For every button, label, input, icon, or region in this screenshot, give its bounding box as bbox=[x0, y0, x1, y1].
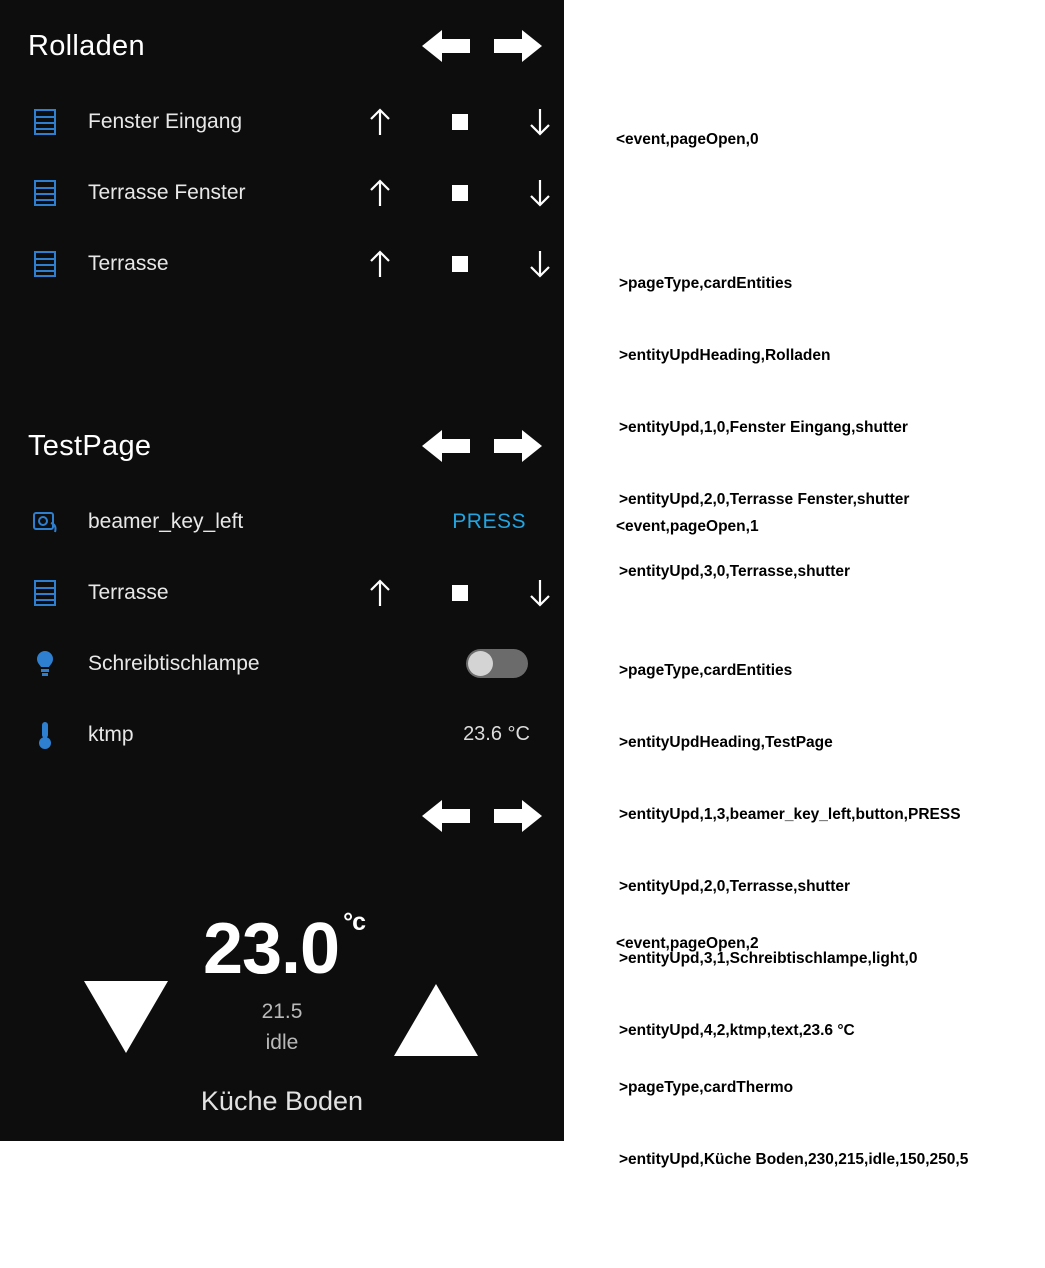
current-temperature-value: 23.0 bbox=[202, 909, 340, 989]
list-item-label: Terrasse bbox=[88, 580, 169, 604]
log-line: >entityUpdHeading,Rolladen bbox=[619, 347, 831, 364]
temperature-unit: °c bbox=[343, 908, 366, 936]
list-item bbox=[0, 86, 564, 157]
device-screen bbox=[0, 0, 564, 1141]
light-toggle[interactable] bbox=[466, 649, 528, 678]
log-block bbox=[616, 884, 968, 1268]
entity-list bbox=[0, 486, 564, 770]
press-button[interactable]: PRESS bbox=[452, 510, 526, 533]
text-value-control bbox=[324, 699, 564, 770]
log-line: >entityUpd,3,1,Schreibtischlampe,light,0 bbox=[619, 950, 918, 967]
page-title: TestPage bbox=[28, 430, 152, 462]
shutter-stop-button[interactable] bbox=[440, 86, 480, 157]
shutter-up-button[interactable] bbox=[360, 557, 400, 628]
log-event-line: <event,pageOpen,2 bbox=[616, 935, 759, 952]
list-item-label: ktmp bbox=[88, 722, 134, 746]
list-item-label: Fenster Eingang bbox=[88, 109, 243, 133]
shutter-icon bbox=[0, 179, 76, 207]
log-line: >entityUpd,3,0,Terrasse,shutter bbox=[619, 563, 851, 580]
shutter-up-button[interactable] bbox=[360, 157, 400, 228]
nav-arrows bbox=[422, 26, 542, 66]
toggle-knob bbox=[468, 651, 493, 676]
shutter-down-button[interactable] bbox=[520, 86, 560, 157]
list-item-label: Terrasse Fenster bbox=[88, 180, 246, 204]
current-temperature bbox=[0, 908, 564, 990]
stop-square-icon bbox=[452, 185, 468, 201]
log-line: >pageType,cardEntities bbox=[619, 275, 793, 292]
toggle-control bbox=[324, 628, 564, 699]
shutter-up-button[interactable] bbox=[360, 228, 400, 299]
shutter-icon bbox=[0, 579, 76, 607]
card-rolladen bbox=[0, 0, 564, 400]
list-item-label: Terrasse bbox=[88, 251, 169, 275]
prev-page-button[interactable] bbox=[422, 26, 472, 66]
list-item bbox=[0, 557, 564, 628]
shutter-stop-button[interactable] bbox=[440, 157, 480, 228]
card-header bbox=[0, 0, 564, 86]
next-page-button[interactable] bbox=[492, 796, 542, 836]
prev-page-button[interactable] bbox=[422, 426, 472, 466]
entity-value: 23.6 °C bbox=[463, 723, 530, 745]
nav-arrows bbox=[422, 796, 542, 836]
log-lines bbox=[616, 1028, 968, 1220]
page-title: Rolladen bbox=[28, 30, 145, 62]
thermometer-icon bbox=[0, 720, 76, 750]
shutter-down-button[interactable] bbox=[520, 228, 560, 299]
log-line: >entityUpdHeading,TestPage bbox=[619, 734, 833, 751]
next-page-button[interactable] bbox=[492, 26, 542, 66]
card-testpage bbox=[0, 400, 564, 770]
status-badge: idle bbox=[265, 1031, 299, 1054]
shutter-icon bbox=[0, 108, 76, 136]
list-item-label: Schreibtischlampe bbox=[88, 651, 260, 675]
log-event-line: <event,pageOpen,1 bbox=[616, 518, 759, 535]
next-page-button[interactable] bbox=[492, 426, 542, 466]
log-line: >pageType,cardEntities bbox=[619, 662, 793, 679]
shutter-stop-button[interactable] bbox=[440, 228, 480, 299]
bulb-icon bbox=[0, 649, 76, 679]
shutter-stop-button[interactable] bbox=[440, 557, 480, 628]
log-line: >entityUpd,1,0,Fenster Eingang,shutter bbox=[619, 419, 908, 436]
shutter-controls bbox=[324, 228, 564, 299]
list-item-label: beamer_key_left bbox=[88, 509, 244, 533]
log-line: >entityUpd,2,0,Terrasse Fenster,shutter bbox=[619, 491, 910, 508]
log-line: >pageType,cardThermo bbox=[619, 1079, 794, 1096]
shutter-icon bbox=[0, 250, 76, 278]
card-thermo bbox=[0, 770, 564, 1141]
nav-arrows bbox=[422, 426, 542, 466]
serial-log-panel bbox=[564, 0, 1045, 1168]
stop-square-icon bbox=[452, 585, 468, 601]
button-control bbox=[324, 486, 564, 557]
shutter-controls bbox=[324, 557, 564, 628]
shutter-down-button[interactable] bbox=[520, 557, 560, 628]
target-temperature: 21.5 bbox=[261, 1000, 303, 1023]
shutter-controls bbox=[324, 157, 564, 228]
list-item bbox=[0, 699, 564, 770]
stop-square-icon bbox=[452, 256, 468, 272]
list-item bbox=[0, 486, 564, 557]
log-event-line: <event,pageOpen,0 bbox=[616, 131, 759, 148]
card-header bbox=[0, 770, 564, 856]
prev-page-button[interactable] bbox=[422, 796, 472, 836]
stop-square-icon bbox=[452, 114, 468, 130]
entity-list bbox=[0, 86, 564, 299]
list-item bbox=[0, 628, 564, 699]
log-line: >entityUpd,Küche Boden,230,215,idle,150,250,5 bbox=[619, 1151, 969, 1168]
card-header bbox=[0, 400, 564, 486]
shutter-controls bbox=[324, 86, 564, 157]
list-item bbox=[0, 228, 564, 299]
log-line: >entityUpd,1,3,beamer_key_left,button,PRESS bbox=[619, 806, 961, 823]
log-line: >entityUpd,2,0,Terrasse,shutter bbox=[619, 878, 851, 895]
projector-icon bbox=[0, 509, 76, 535]
shutter-up-button[interactable] bbox=[360, 86, 400, 157]
log-line: >entityUpd,4,2,ktmp,text,23.6 °C bbox=[619, 1022, 855, 1039]
list-item bbox=[0, 157, 564, 228]
thermostat-name: Küche Boden bbox=[200, 1086, 364, 1116]
shutter-down-button[interactable] bbox=[520, 157, 560, 228]
